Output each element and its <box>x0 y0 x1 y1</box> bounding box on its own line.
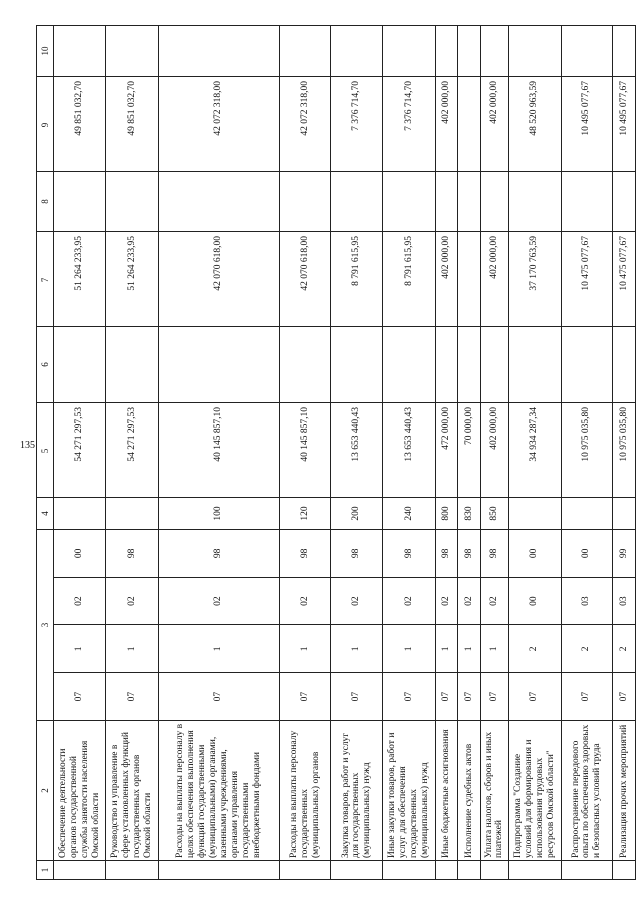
amount-cell <box>435 172 458 232</box>
expense-type-cell <box>561 498 613 530</box>
table-row <box>331 26 383 880</box>
code-cell: 98 <box>106 530 159 578</box>
amount-cell: 34 934 287,34 <box>508 403 561 498</box>
expense-type-cell: 200 <box>331 498 383 530</box>
amount-cell <box>279 327 331 403</box>
code-cell: 00 <box>53 530 106 578</box>
amount-cell <box>279 26 331 77</box>
amount-cell <box>435 327 458 403</box>
header-cell: 6 <box>37 327 54 403</box>
table-row <box>480 26 508 880</box>
code-cell: 07 <box>458 673 481 721</box>
code-cell: 02 <box>331 577 383 625</box>
row-name-cell: Исполнение судебных актов <box>458 721 481 861</box>
amount-cell: 42 070 618,00 <box>279 232 331 327</box>
header-cell: 1 <box>37 861 54 880</box>
code-cell: 1 <box>106 625 159 673</box>
amount-cell: 7 376 714,70 <box>331 77 383 172</box>
expense-type-cell <box>613 498 636 530</box>
amount-cell <box>508 172 561 232</box>
amount-cell: 402 000,00 <box>435 77 458 172</box>
amount-cell <box>331 26 383 77</box>
code-cell: 03 <box>561 577 613 625</box>
amount-cell: 49 851 032,70 <box>53 77 106 172</box>
row-index-cell <box>383 861 436 880</box>
row-index-cell <box>159 861 280 880</box>
row-index-cell <box>53 861 106 880</box>
amount-cell: 40 145 857,10 <box>279 403 331 498</box>
row-index-cell <box>458 861 481 880</box>
amount-cell <box>331 327 383 403</box>
code-cell: 98 <box>383 530 436 578</box>
table-row <box>383 26 436 880</box>
amount-cell <box>561 327 613 403</box>
amount-cell: 70 000,00 <box>458 403 481 498</box>
amount-cell: 7 376 714,70 <box>383 77 436 172</box>
amount-cell: 49 851 032,70 <box>106 77 159 172</box>
amount-cell <box>480 327 508 403</box>
amount-cell <box>279 172 331 232</box>
code-cell: 07 <box>53 673 106 721</box>
code-cell: 98 <box>279 530 331 578</box>
amount-cell <box>435 26 458 77</box>
row-name-cell: Иные закупки товаров, работ и услуг для обеспечения государственных (муниципальных) нужд <box>383 721 436 861</box>
code-cell: 00 <box>561 530 613 578</box>
amount-cell <box>613 327 636 403</box>
code-cell: 98 <box>458 530 481 578</box>
amount-cell <box>53 26 106 77</box>
amount-cell: 42 070 618,00 <box>159 232 280 327</box>
code-cell: 07 <box>561 673 613 721</box>
code-cell: 00 <box>508 530 561 578</box>
code-cell: 02 <box>383 577 436 625</box>
code-cell: 07 <box>435 673 458 721</box>
amount-cell <box>53 172 106 232</box>
amount-cell <box>480 172 508 232</box>
expense-type-cell: 240 <box>383 498 436 530</box>
amount-cell <box>159 26 280 77</box>
amount-cell <box>613 172 636 232</box>
amount-cell <box>458 26 481 77</box>
amount-cell: 8 791 615,95 <box>331 232 383 327</box>
code-cell: 07 <box>383 673 436 721</box>
amount-cell: 13 653 440,43 <box>383 403 436 498</box>
code-cell: 02 <box>53 577 106 625</box>
amount-cell <box>383 327 436 403</box>
header-cell: 9 <box>37 77 54 172</box>
code-cell: 07 <box>159 673 280 721</box>
amount-cell: 51 264 233,95 <box>106 232 159 327</box>
row-name-cell: Уплата налогов, сборов и иных платежей <box>480 721 508 861</box>
header-cell: 5 <box>37 403 54 498</box>
row-index-cell <box>561 861 613 880</box>
code-cell: 02 <box>480 577 508 625</box>
amount-cell: 10 975 035,80 <box>561 403 613 498</box>
amount-cell <box>383 26 436 77</box>
code-cell: 1 <box>53 625 106 673</box>
header-cell: 7 <box>37 232 54 327</box>
row-name-cell: Руководство и управление в сфере установленных функций государственных органов Омской области <box>106 721 159 861</box>
code-cell: 07 <box>508 673 561 721</box>
code-cell: 1 <box>279 625 331 673</box>
amount-cell: 48 520 963,59 <box>508 77 561 172</box>
amount-cell: 54 271 297,53 <box>53 403 106 498</box>
header-cell: 2 <box>37 721 54 861</box>
row-index-cell <box>435 861 458 880</box>
table-row <box>435 26 458 880</box>
amount-cell: 402 000,00 <box>480 403 508 498</box>
amount-cell: 10 495 077,67 <box>561 77 613 172</box>
code-cell: 2 <box>561 625 613 673</box>
amount-cell <box>383 172 436 232</box>
amount-cell <box>106 172 159 232</box>
amount-cell: 51 264 233,95 <box>53 232 106 327</box>
table-row <box>458 26 481 880</box>
row-index-cell <box>331 861 383 880</box>
expense-type-cell: 120 <box>279 498 331 530</box>
amount-cell <box>480 26 508 77</box>
table-row <box>159 26 280 880</box>
amount-cell: 10 975 035,80 <box>613 403 636 498</box>
row-name-cell: Подпрограмма "Создание условий для формирования и использования трудовых ресурсов Омской области" <box>508 721 561 861</box>
amount-cell <box>458 327 481 403</box>
code-cell: 1 <box>480 625 508 673</box>
code-cell: 98 <box>480 530 508 578</box>
amount-cell <box>458 232 481 327</box>
expense-type-cell: 800 <box>435 498 458 530</box>
row-index-cell <box>508 861 561 880</box>
code-cell: 07 <box>279 673 331 721</box>
code-cell: 02 <box>106 577 159 625</box>
code-cell: 02 <box>458 577 481 625</box>
code-cell: 02 <box>159 577 280 625</box>
code-cell: 1 <box>435 625 458 673</box>
amount-cell <box>561 26 613 77</box>
amount-cell <box>508 327 561 403</box>
expense-type-cell <box>508 498 561 530</box>
row-name-cell: Закупка товаров, работ и услуг для государственных (муниципальных) нужд <box>331 721 383 861</box>
amount-cell: 10 475 077,67 <box>561 232 613 327</box>
code-cell: 99 <box>613 530 636 578</box>
row-name-cell: Реализация прочих мероприятий <box>613 721 636 861</box>
amount-cell <box>508 26 561 77</box>
code-cell: 1 <box>331 625 383 673</box>
amount-cell <box>561 172 613 232</box>
amount-cell: 40 145 857,10 <box>159 403 280 498</box>
code-cell: 00 <box>508 577 561 625</box>
amount-cell <box>331 172 383 232</box>
row-index-cell <box>480 861 508 880</box>
table-row <box>279 26 331 880</box>
amount-cell: 402 000,00 <box>435 232 458 327</box>
row-index-cell <box>106 861 159 880</box>
expense-type-cell: 850 <box>480 498 508 530</box>
amount-cell <box>53 327 106 403</box>
header-row <box>37 26 54 880</box>
amount-cell: 10 495 077,67 <box>613 77 636 172</box>
row-name-cell: Распространение передового опыта по обеспечению здоровых и безопасных условий труда <box>561 721 613 861</box>
row-name-cell: Расходы на выплаты персоналу в целях обеспечения выполнения функций государственными (муниципальными) органами, казенными учреждениями, органами управления государственными внебюджетными фондами <box>159 721 280 861</box>
amount-cell: 472 000,00 <box>435 403 458 498</box>
page-number: 135 <box>20 440 35 451</box>
budget-table <box>36 25 636 880</box>
amount-cell: 8 791 615,95 <box>383 232 436 327</box>
amount-cell: 42 072 318,00 <box>159 77 280 172</box>
expense-type-cell <box>106 498 159 530</box>
expense-type-cell: 830 <box>458 498 481 530</box>
code-cell: 98 <box>435 530 458 578</box>
amount-cell <box>106 327 159 403</box>
table-row <box>508 26 561 880</box>
amount-cell: 13 653 440,43 <box>331 403 383 498</box>
row-index-cell <box>279 861 331 880</box>
amount-cell <box>613 26 636 77</box>
header-cell: 4 <box>37 498 54 530</box>
amount-cell <box>106 26 159 77</box>
amount-cell <box>159 327 280 403</box>
table-row <box>53 26 106 880</box>
amount-cell: 54 271 297,53 <box>106 403 159 498</box>
table-row <box>561 26 613 880</box>
code-cell: 02 <box>279 577 331 625</box>
amount-cell <box>458 172 481 232</box>
code-cell: 07 <box>613 673 636 721</box>
row-name-cell: Расходы на выплаты персоналу государственных (муниципальных) органов <box>279 721 331 861</box>
code-cell: 02 <box>435 577 458 625</box>
code-cell: 1 <box>458 625 481 673</box>
row-name-cell: Обеспечение деятельности органов государственной службы занятости населения Омской области <box>53 721 106 861</box>
code-cell: 2 <box>508 625 561 673</box>
amount-cell: 402 000,00 <box>480 77 508 172</box>
header-cell: 3 <box>37 530 54 721</box>
table-row <box>613 26 636 880</box>
code-cell: 07 <box>480 673 508 721</box>
amount-cell <box>159 172 280 232</box>
code-cell: 07 <box>331 673 383 721</box>
amount-cell: 42 072 318,00 <box>279 77 331 172</box>
header-cell: 10 <box>37 26 54 77</box>
row-name-cell: Иные бюджетные ассигнования <box>435 721 458 861</box>
amount-cell: 37 170 763,59 <box>508 232 561 327</box>
code-cell: 1 <box>159 625 280 673</box>
expense-type-cell: 100 <box>159 498 280 530</box>
rotated-table-container <box>36 25 636 880</box>
code-cell: 1 <box>383 625 436 673</box>
table-row <box>106 26 159 880</box>
row-index-cell <box>613 861 636 880</box>
code-cell: 98 <box>159 530 280 578</box>
code-cell: 07 <box>106 673 159 721</box>
header-cell: 8 <box>37 172 54 232</box>
amount-cell <box>458 77 481 172</box>
code-cell: 2 <box>613 625 636 673</box>
amount-cell: 402 000,00 <box>480 232 508 327</box>
amount-cell: 10 475 077,67 <box>613 232 636 327</box>
code-cell: 98 <box>331 530 383 578</box>
expense-type-cell <box>53 498 106 530</box>
code-cell: 03 <box>613 577 636 625</box>
